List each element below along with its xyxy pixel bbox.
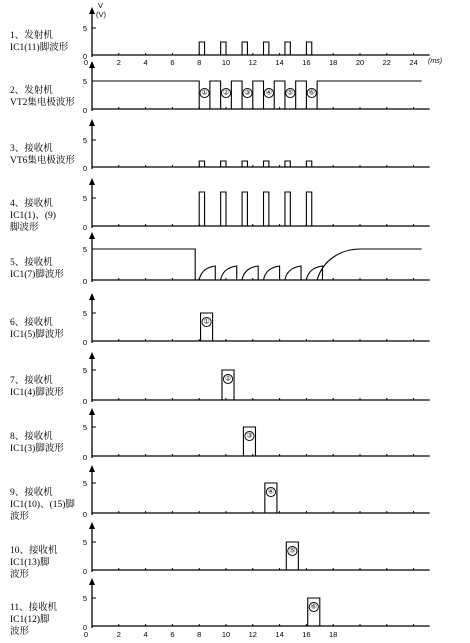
panel-11-label-line-1: 11、接收机 xyxy=(10,603,58,613)
panel-6-label-line-2: IC1(5)脚波形 xyxy=(10,330,64,340)
top-x-tick-label-10: 10 xyxy=(221,58,231,67)
panel-4-pulse-5 xyxy=(285,192,290,226)
panel-11-pulse-marker-number: ⑥ xyxy=(310,603,317,611)
bottom-x-tick-label-2: 2 xyxy=(116,630,121,639)
panel-11-y-label-0: 0 xyxy=(82,623,87,632)
panel-6-y-label-5: 5 xyxy=(82,309,87,318)
panel-9-y-label-0: 0 xyxy=(82,510,87,519)
panel-6-y-arrow xyxy=(89,293,95,300)
panel-8-label-line-2: IC1(3)脚波形 xyxy=(10,444,64,454)
bottom-x-tick-label-18: 18 xyxy=(329,630,338,639)
panel-2-y-label-0: 0 xyxy=(82,106,87,115)
panel-2-pulse-marker-3-number: ③ xyxy=(244,89,251,97)
panel-2-collector-wave xyxy=(92,81,422,109)
panel-5-label-line-2: IC1(7)脚波形 xyxy=(10,270,64,280)
bottom-x-tick-label-6: 6 xyxy=(170,630,175,639)
panel-8-y-arrow xyxy=(89,408,95,415)
top-y-axis-label: V xyxy=(98,1,104,10)
top-x-tick-label-12: 12 xyxy=(248,58,257,67)
panel-8-y-label-5: 5 xyxy=(82,423,87,432)
panel-6-label-line-1: 6、接收机 xyxy=(10,318,53,328)
panel-1-y-label-5: 5 xyxy=(82,24,87,33)
panel-10-y-arrow xyxy=(89,522,95,529)
panel-3-y-arrow xyxy=(89,119,95,126)
panel-10-y-label-5: 5 xyxy=(82,538,87,547)
top-x-tick-label-8: 8 xyxy=(197,58,202,67)
top-x-tick-label-0: 0 xyxy=(83,58,88,67)
panel-7-y-arrow xyxy=(89,352,95,359)
bottom-x-tick-label-0: 0 xyxy=(83,630,88,639)
panel-2-pulse-marker-2-number: ② xyxy=(222,89,230,97)
panel-1-y-label-0: 0 xyxy=(82,52,87,61)
bottom-x-tick-label-12: 12 xyxy=(248,630,257,639)
panel-3-label-line-1: 3、接收机 xyxy=(10,144,53,154)
panel-2-pulse-marker-5-number: ⑤ xyxy=(287,89,294,97)
panel-1-pulse-3 xyxy=(242,42,247,55)
panel-4-pulse-3 xyxy=(242,192,247,226)
panel-3-y-label-5: 5 xyxy=(82,136,87,145)
panel-1-y-arrow xyxy=(89,7,95,14)
panel-2-y-arrow xyxy=(89,61,95,68)
panel-10-label-line-2: IC1(13)脚 xyxy=(10,558,50,568)
bottom-x-tick-label-16: 16 xyxy=(302,630,311,639)
panel-5-y-label-0: 0 xyxy=(82,277,87,286)
panel-3-pulse-4 xyxy=(264,161,269,167)
panel-2-label-line-1: 2、发射机 xyxy=(10,86,53,96)
panel-7-y-label-0: 0 xyxy=(82,397,87,406)
panel-2-pulse-marker-1-number: ① xyxy=(201,89,208,97)
panel-10-label-line-3: 波形 xyxy=(10,570,30,580)
top-x-tick-label-20: 20 xyxy=(355,58,365,67)
panel-7-label-line-2: IC1(4)脚波形 xyxy=(10,388,64,398)
panel-3-label-line-2: VT6集电极波形 xyxy=(10,156,75,166)
panel-1-pulse-4 xyxy=(264,42,269,55)
panel-9-y-label-5: 5 xyxy=(82,479,87,488)
top-x-tick-label-6: 6 xyxy=(170,58,175,67)
panel-9-y-arrow xyxy=(89,465,95,472)
panel-9-pulse-marker-number: ④ xyxy=(267,488,275,496)
top-x-tick-label-16: 16 xyxy=(302,58,311,67)
panel-3-y-label-0: 0 xyxy=(82,164,87,173)
panel-8-pulse-marker-number: ③ xyxy=(246,432,253,440)
top-x-tick-label-18: 18 xyxy=(329,58,338,67)
top-x-tick-label-2: 2 xyxy=(116,58,121,67)
panel-4-y-arrow xyxy=(89,178,95,185)
bottom-x-tick-label-4: 4 xyxy=(143,630,148,639)
panel-4-pulse-6 xyxy=(306,192,311,226)
panel-11-label-line-2: IC1(12)脚 xyxy=(10,615,50,625)
panel-2-pulse-marker-4-number: ④ xyxy=(265,89,273,97)
top-y-unit: (V) xyxy=(96,10,106,19)
panel-5-y-arrow xyxy=(89,232,95,239)
panel-1-pulse-1 xyxy=(199,42,204,55)
panel-1-label-line-2: IC1(11)脚波形 xyxy=(10,43,69,53)
top-x-tick-label-4: 4 xyxy=(143,58,148,67)
panel-7-pulse-marker-number: ② xyxy=(224,375,232,383)
panel-9-label-line-1: 9、接收机 xyxy=(10,488,53,498)
top-x-unit: (ms) xyxy=(428,58,443,65)
panel-2-label-line-2: VT2集电极波形 xyxy=(10,98,75,108)
panel-4-pulse-1 xyxy=(199,192,204,226)
bottom-x-tick-label-14: 14 xyxy=(275,630,284,639)
panel-5-capacitor-wave xyxy=(92,249,422,280)
panel-1-pulse-5 xyxy=(285,42,290,55)
panel-4-y-label-0: 0 xyxy=(82,223,87,232)
bottom-x-tick-label-8: 8 xyxy=(197,630,202,639)
panel-3-pulse-1 xyxy=(199,161,204,167)
top-x-tick-label-14: 14 xyxy=(275,58,284,67)
panel-1-pulse-2 xyxy=(221,42,226,55)
panel-7-label-line-1: 7、接收机 xyxy=(10,376,53,386)
panel-11-label-line-3: 波形 xyxy=(10,627,30,637)
panel-2-pulse-marker-6-number: ⑥ xyxy=(308,89,315,97)
panel-9-label-line-2: IC1(10)、(15)脚 xyxy=(10,500,75,510)
panel-3-pulse-6 xyxy=(306,161,311,167)
panel-10-label-line-1: 10、接收机 xyxy=(10,546,58,556)
panel-3-pulse-2 xyxy=(221,161,226,167)
panel-6-pulse-marker-number: ① xyxy=(203,318,210,326)
panel-6-y-label-0: 0 xyxy=(82,338,87,347)
panel-11-y-label-5: 5 xyxy=(82,594,87,603)
panel-8-y-label-0: 0 xyxy=(82,453,87,462)
panel-4-label-line-2: IC1(1)、(9) xyxy=(10,211,56,221)
panel-1-pulse-6 xyxy=(306,42,311,55)
panel-4-pulse-2 xyxy=(221,192,226,226)
panel-7-y-label-5: 5 xyxy=(82,366,87,375)
panel-11-y-arrow xyxy=(89,578,95,585)
panel-10-pulse-marker-number: ⑤ xyxy=(289,547,296,555)
panel-8-label-line-1: 8、接收机 xyxy=(10,432,53,442)
panel-4-label-line-1: 4、接收机 xyxy=(10,199,53,209)
panel-3-pulse-5 xyxy=(285,161,290,167)
panel-5-label-line-1: 5、接收机 xyxy=(10,258,53,268)
panel-1-label-line-1: 1、发射机 xyxy=(10,31,53,41)
panel-2-y-label-5: 5 xyxy=(82,77,87,86)
bottom-x-tick-label-10: 10 xyxy=(221,630,231,639)
panel-10-y-label-0: 0 xyxy=(82,567,87,576)
top-x-tick-label-24: 24 xyxy=(409,58,418,67)
panel-4-pulse-4 xyxy=(264,192,269,226)
panel-5-y-label-5: 5 xyxy=(82,245,87,254)
panel-3-pulse-3 xyxy=(242,161,247,167)
top-x-tick-label-22: 22 xyxy=(382,58,391,67)
panel-4-y-label-5: 5 xyxy=(82,194,87,203)
panel-9-label-line-3: 波形 xyxy=(10,512,30,522)
panel-4-label-line-3: 脚波形 xyxy=(10,223,39,233)
